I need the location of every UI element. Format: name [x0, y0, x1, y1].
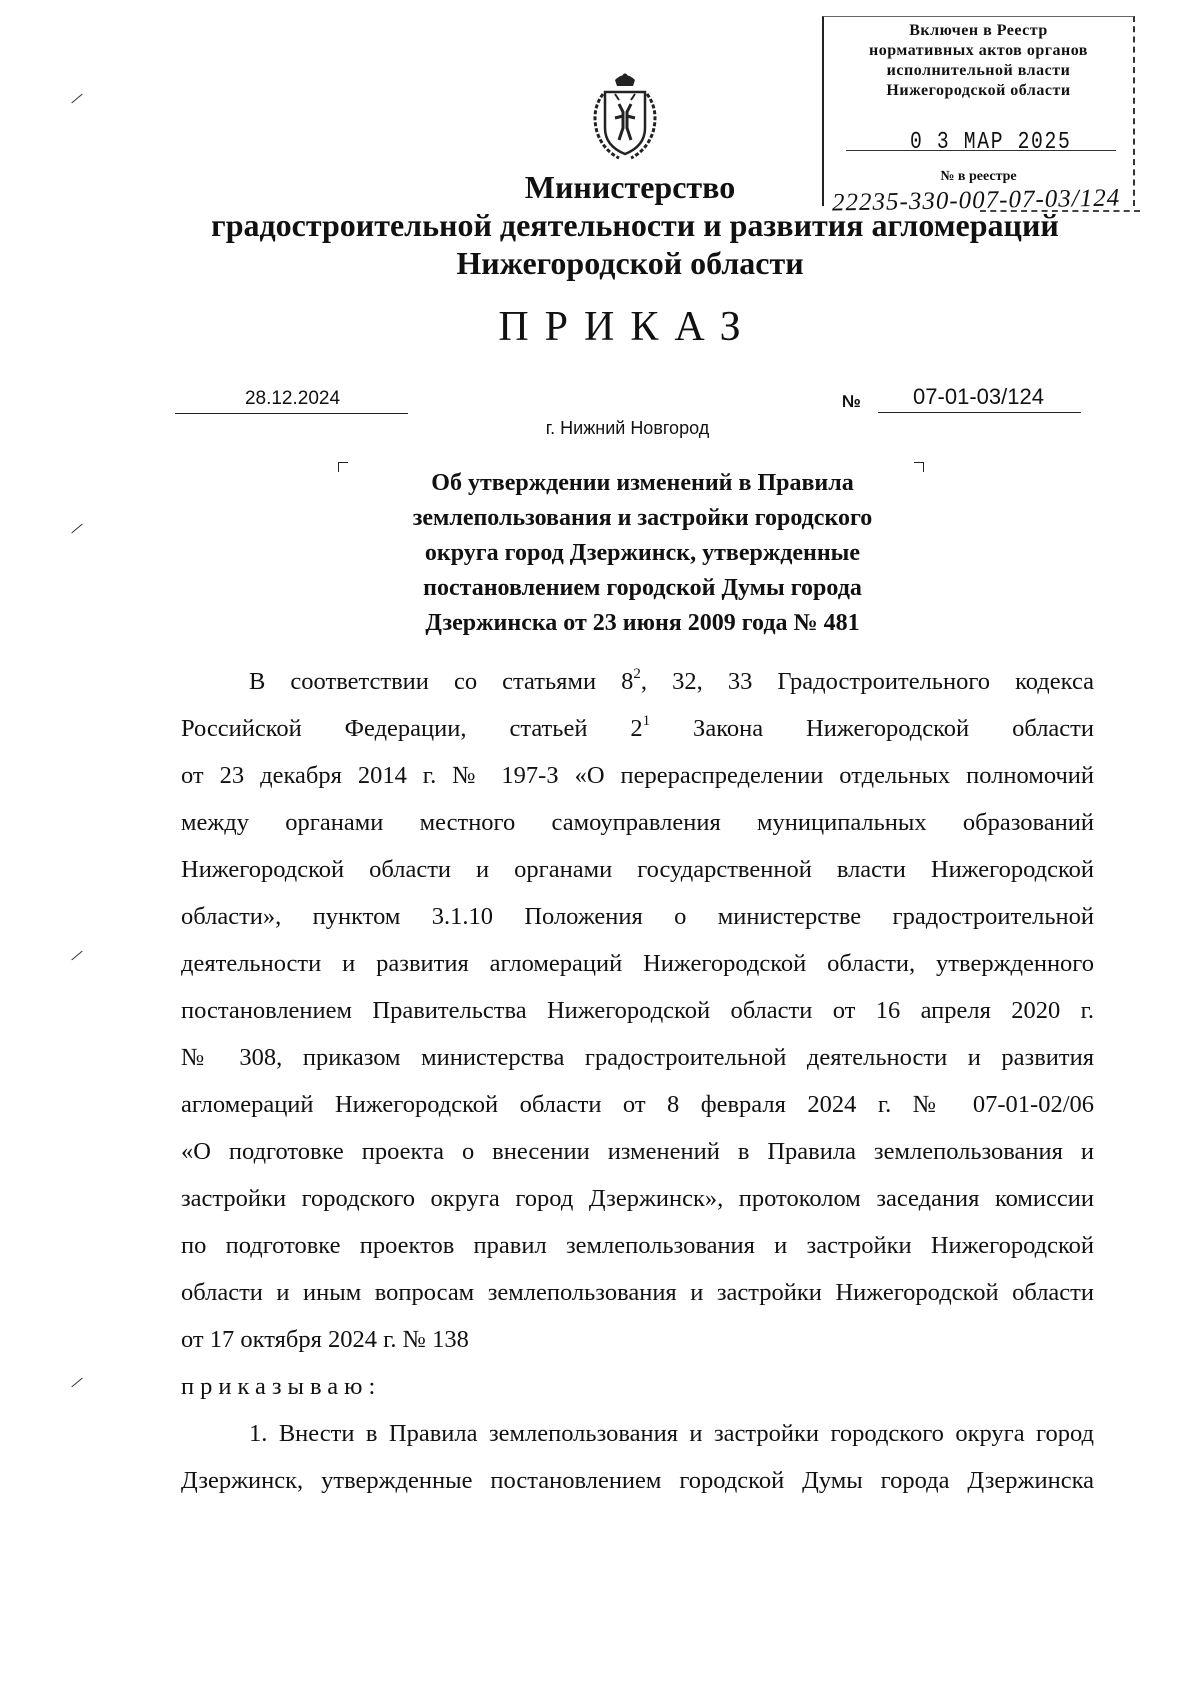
body-line: В соответствии со статьями $8^2$, 32, 33 Градостроительного кодекса [249, 665, 1094, 695]
body-line: от 23 декабря 2014 г. № 197-З «О перераспределении отдельных полномочий [181, 762, 1094, 789]
stamp-line-2: нормативных актов органов [869, 42, 1088, 59]
order-body [181, 658, 1094, 1504]
title-line: постановлением городской Думы города [423, 575, 862, 601]
title-line: землепользования и застройки городского [412, 505, 873, 531]
stamp-line-4: Нижегородской области [886, 82, 1071, 99]
title-line: Об утверждении изменений в Правила [431, 470, 854, 496]
coat-of-arms-emblem [585, 70, 665, 164]
stamp-registry-label: № в реестре [940, 169, 1017, 184]
stamp-line-1: Включен в Реестр [909, 22, 1048, 39]
body-line: Российской Федерации, статьей $2^1$ Закона Нижегородской области [181, 712, 1094, 742]
body-line: Нижегородской области и органами государственной власти Нижегородской [181, 856, 1094, 883]
title-line: Дзержинска от 23 июня 2009 года № 481 [425, 610, 860, 636]
body-line: деятельности и развития агломераций Нижегородской области, утвержденного [181, 950, 1094, 977]
body-line: по подготовке проектов правил землепользования и застройки Нижегородской [181, 1232, 1094, 1259]
body-line: № 308, приказом министерства градостроительной деятельности и развития [181, 1044, 1094, 1071]
body-line: области», пунктом 3.1.10 Положения о министерстве градостроительной [181, 903, 1094, 930]
ministry-title: Министерство [524, 169, 736, 205]
body-line: между органами местного самоуправления муниципальных образований [181, 809, 1094, 836]
title-line: округа город Дзержинск, утвержденные [424, 540, 861, 566]
document-type: ПРИКАЗ [498, 304, 757, 350]
margin-mark [71, 1378, 82, 1388]
body-line: агломераций Нижегородской области от 8 февраля 2024 г. № 07-01-02/06 [181, 1091, 1094, 1118]
number-sign: № [842, 392, 861, 411]
date-underline [175, 413, 408, 414]
order-verb: приказываю: [181, 1373, 382, 1400]
region-name: Нижегородской области [456, 245, 804, 281]
body-line: 1. Внести в Правила землепользования и застройки городского округа город [249, 1420, 1094, 1447]
body-line: области и иным вопросам землепользования и застройки Нижегородской области [181, 1279, 1094, 1306]
margin-mark [71, 94, 82, 104]
body-line: постановлением Правительства Нижегородской области от 16 апреля 2020 г. [181, 997, 1094, 1024]
ministry-subtitle: градостроительной деятельности и развития агломераций [211, 207, 1059, 243]
order-date: 28.12.2024 [244, 388, 341, 409]
stamp-divider [846, 150, 1116, 151]
body-line: Дзержинск, утвержденные постановлением городской Думы города Дзержинска [181, 1467, 1094, 1494]
body-line: застройки городского округа город Дзержинск», протоколом заседания комиссии [181, 1185, 1094, 1212]
order-title [0, 466, 1200, 641]
margin-mark [71, 951, 82, 961]
order-number: 07-01-03/124 [913, 384, 1044, 409]
stamp-line-3: исполнительной власти [886, 62, 1071, 79]
stamp-date: 0 3 МАР 2025 [910, 129, 1072, 156]
city: г. Нижний Новгород [545, 418, 710, 438]
number-underline [878, 412, 1081, 413]
body-line: «О подготовке проекта о внесении изменений в Правила землепользования и [181, 1138, 1094, 1165]
body-line: от 17 октября 2024 г. № 138 [181, 1326, 469, 1353]
stamp-registry-number: 22235-330-007-07-03/124 [831, 184, 1121, 217]
